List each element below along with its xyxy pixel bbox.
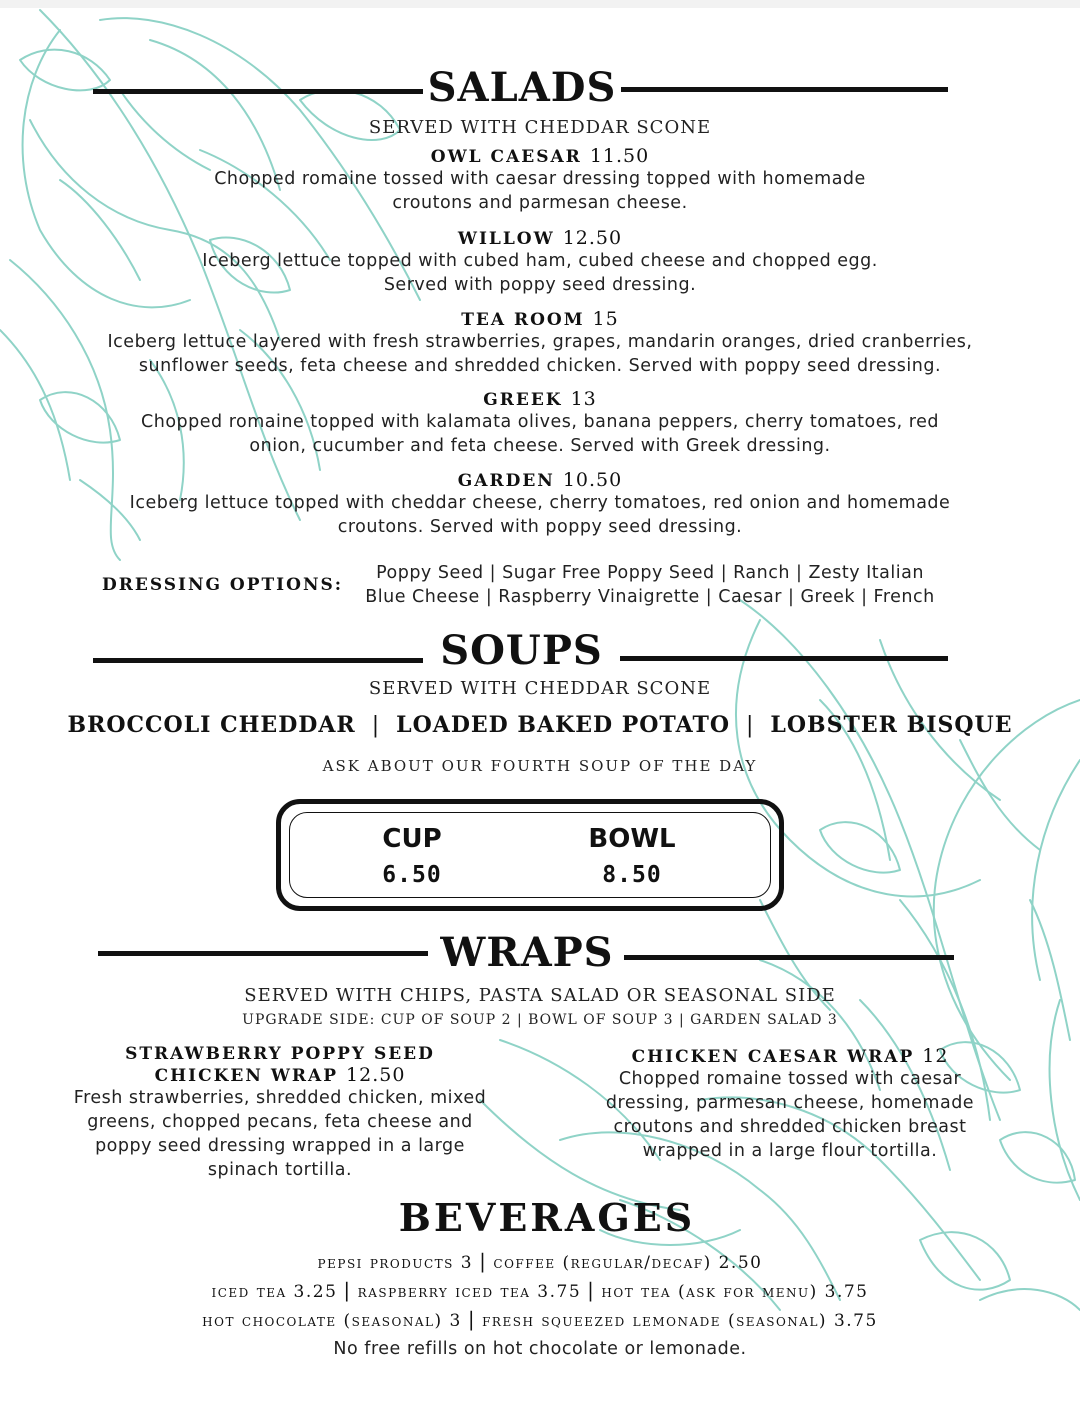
item-description: dressing, parmesan cheese, homemade [605, 1093, 975, 1113]
separator: | [587, 1278, 596, 1302]
soup-option: BROCCOLI CHEDDAR [67, 712, 356, 738]
wraps-subheading: SERVED WITH CHIPS, PASTA SALAD OR SEASONAL SIDE [244, 985, 836, 1006]
beverage-item: raspberry iced tea 3.75 [357, 1282, 582, 1302]
salads-rule-right [621, 87, 948, 92]
soup-option: LOADED BAKED POTATO [396, 712, 730, 738]
item-description: onion, cucumber and feta cheese. Served with Greek dressing. [249, 436, 831, 456]
salad-item-willow [40, 227, 1040, 297]
beverage-item: hot chocolate (seasonal) 3 [202, 1311, 462, 1331]
beverage-item: iced tea 3.25 [211, 1282, 338, 1302]
beverages-refill-note: No free refills on hot chocolate or lemonade. [333, 1339, 747, 1359]
wrap-item-chicken-caesar [560, 1045, 1020, 1163]
item-description: greens, chopped pecans, feta cheese and [87, 1112, 473, 1132]
wraps-rule-left [98, 951, 428, 956]
item-name: STRAWBERRY POPPY SEED [125, 1044, 435, 1064]
separator: | [745, 713, 755, 738]
item-description: croutons and parmesan cheese. [392, 193, 688, 213]
separator: | [343, 1278, 352, 1302]
item-description: poppy seed dressing wrapped in a large [95, 1136, 465, 1156]
wrap-item-strawberry-poppy-seed [50, 1044, 510, 1182]
item-description: Chopped romaine tossed with caesar [618, 1069, 962, 1089]
beverages-line-3 [0, 1307, 1080, 1331]
salads-subheading: SERVED WITH CHEDDAR SCONE [368, 117, 712, 138]
item-description: Fresh strawberries, shredded chicken, mixed [73, 1088, 487, 1108]
soups-rule-right [620, 656, 948, 661]
item-price: 12 [922, 1045, 949, 1067]
salad-item-owl-caesar [40, 145, 1040, 215]
item-price: 12.50 [346, 1064, 406, 1086]
separator: | [371, 713, 381, 738]
dressing-options-label: DRESSING OPTIONS: [102, 575, 344, 595]
soup-of-day-note: ASK ABOUT OUR FOURTH SOUP OF THE DAY [322, 757, 758, 775]
cup-label: CUP [382, 824, 442, 854]
item-description: Iceberg lettuce topped with cubed ham, cubed cheese and chopped egg. [202, 251, 878, 271]
item-description: sunflower seeds, feta cheese and shredded chicken. Served with poppy seed dressing. [138, 356, 942, 376]
item-description: wrapped in a large flour tortilla. [642, 1141, 938, 1161]
item-price: 15 [592, 308, 619, 330]
salad-item-tea-room [40, 308, 1040, 378]
separator: | [479, 1249, 488, 1273]
salad-item-greek [40, 388, 1040, 458]
beverage-item: coffee (regular/decaf) 2.50 [493, 1253, 763, 1273]
salads-heading: SALADS [427, 64, 617, 111]
beverages-line-2 [0, 1278, 1080, 1302]
top-strip [0, 0, 1080, 8]
item-price: 13 [570, 388, 597, 410]
beverages-line-1 [0, 1249, 1080, 1273]
item-description: croutons. Served with poppy seed dressing. [337, 517, 743, 537]
wraps-upgrade-note: UPGRADE SIDE: CUP OF SOUP 2 | BOWL OF SOUP 3 | GARDEN SALAD 3 [242, 1012, 838, 1028]
beverage-item: fresh squeezed lemonade (seasonal) 3.75 [482, 1311, 878, 1331]
cup-price: 6.50 [382, 862, 442, 888]
item-price: 11.50 [589, 145, 650, 167]
soup-price-box [276, 799, 784, 911]
item-description: Iceberg lettuce layered with fresh strawberries, grapes, mandarin oranges, dried cranberries, [107, 332, 973, 352]
separator: | [467, 1307, 477, 1331]
item-price: 10.50 [562, 469, 623, 491]
bowl-price: 8.50 [602, 862, 662, 888]
soup-option: LOBSTER BISQUE [770, 712, 1013, 738]
item-description: Chopped romaine tossed with caesar dressing topped with homemade [214, 169, 866, 189]
item-name: CHICKEN WRAP [154, 1066, 339, 1086]
item-description: Served with poppy seed dressing. [383, 275, 697, 295]
soup-options [0, 712, 1080, 738]
beverages-heading: BEVERAGES [398, 1195, 696, 1240]
item-name: OWL CAESAR [430, 147, 582, 167]
dressing-options-line-2: Blue Cheese | Raspberry Vinaigrette | Caesar | Greek | French [365, 587, 935, 607]
salads-rule-left [93, 89, 423, 94]
item-price: 12.50 [562, 227, 623, 249]
item-description: croutons and shredded chicken breast [613, 1117, 967, 1137]
item-name: TEA ROOM [461, 310, 585, 330]
item-description: spinach tortilla. [207, 1160, 353, 1180]
item-name: GREEK [483, 390, 563, 410]
soups-subheading: SERVED WITH CHEDDAR SCONE [368, 678, 712, 699]
wraps-rule-right [624, 955, 954, 960]
beverage-item: pepsi products 3 [317, 1253, 474, 1273]
wraps-heading: WRAPS [440, 929, 614, 976]
item-name: CHICKEN CAESAR WRAP [631, 1047, 915, 1067]
item-name: WILLOW [457, 229, 555, 249]
dressing-options-line-1: Poppy Seed | Sugar Free Poppy Seed | Ranch | Zesty Italian [376, 563, 924, 583]
item-description: Chopped romaine topped with kalamata olives, banana peppers, cherry tomatoes, red [141, 412, 939, 432]
item-description: Iceberg lettuce topped with cheddar cheese, cherry tomatoes, red onion and homemade [129, 493, 951, 513]
salad-item-garden [40, 469, 1040, 539]
item-name: GARDEN [457, 471, 555, 491]
bowl-label: BOWL [588, 824, 676, 854]
soups-rule-left [93, 658, 423, 663]
soups-heading: SOUPS [440, 627, 603, 674]
beverage-item: hot tea (ask for menu) 3.75 [601, 1282, 869, 1302]
